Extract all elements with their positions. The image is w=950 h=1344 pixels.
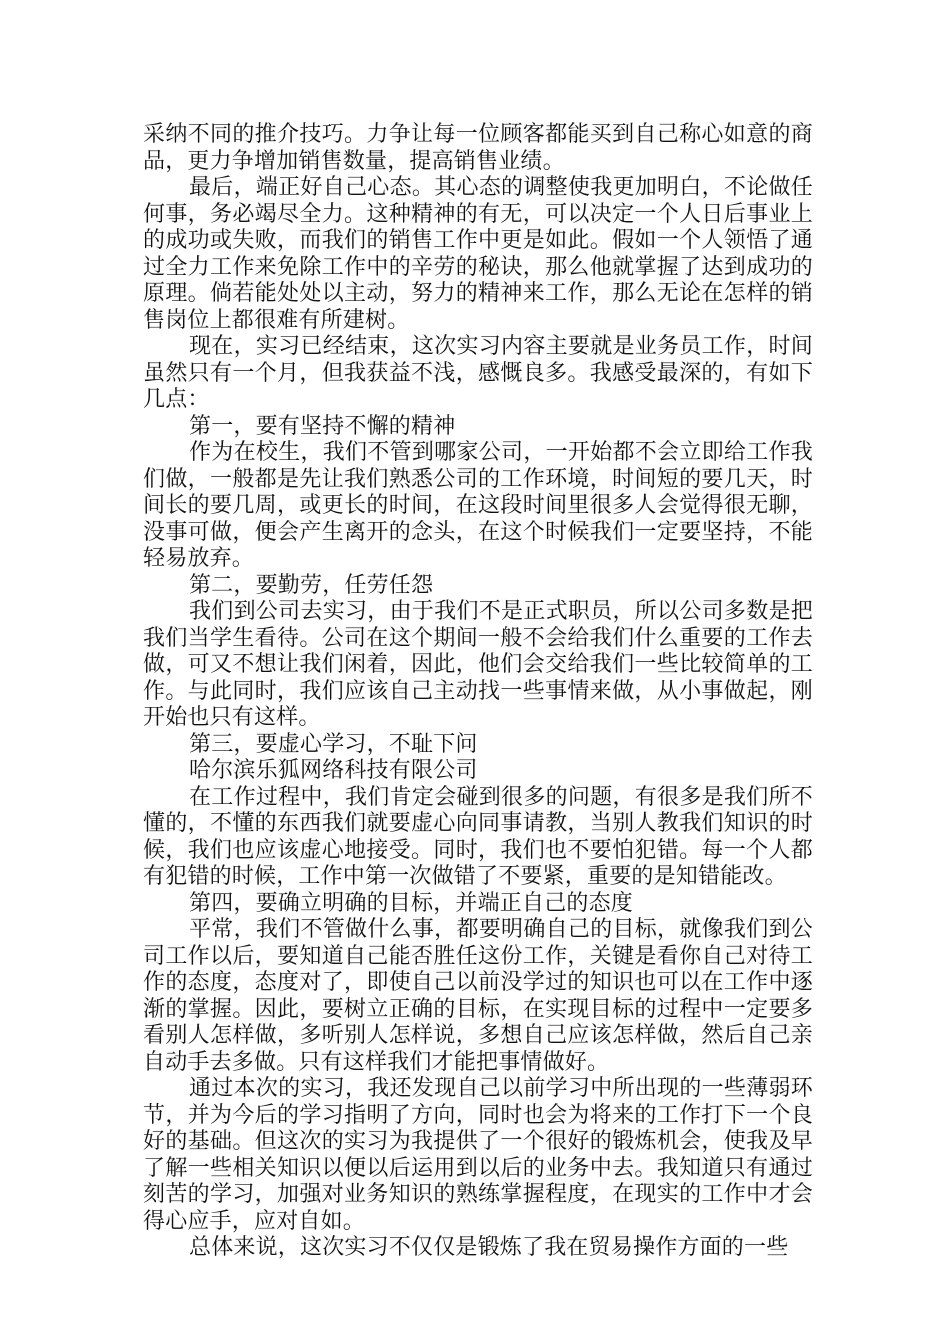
paragraph-14: 总体来说，这次实习不仅仅是锻炼了我在贸易操作方面的一些 [189,1235,789,1260]
paragraph-7: 我们到公司去实习，由于我们不是正式职员，所以公司多数是把我们当学生看待。公司在这个期间一般不会给我们什么重要的工作去做，可又不想让我们闲着，因此，他们会交给我们一些比较简单的工作。与此同时，我们应该自己主动找一些事情来做，从小事做起，刚开始也只有这样。 [143,599,813,730]
heading-point-1: 第一，要有坚持不懈的精神 [189,413,456,439]
document-page [143,122,813,1262]
company-name-line: 哈尔滨乐狐网络科技有限公司 [189,758,478,783]
heading-point-3: 第三，要虚心学习，不耻下问 [189,731,478,757]
paragraph-2: 最后，端正好自己心态。其心态的调整使我更加明白，不论做任何事，务必竭尽全力。这种精神的有无，可以决定一个人日后事业上的成功或失败，而我们的销售工作中更是如此。假如一个人领悟了通过全力工作来免除工作中的辛劳的秘诀，那么他就掌握了达到成功的原理。倘若能处处以主动，努力的精神来工作，那么无论在怎样的销售岗位上都很难有所建树。 [143,175,813,333]
paragraph-12: 平常，我们不管做什么事，都要明确自己的目标，就像我们到公司工作以后，要知道自己能否胜任这份工作，关键是看你自己对待工作的态度，态度对了，即使自己以前没学过的知识也可以在工作中逐渐的掌握。因此，要树立正确的目标，在实现目标的过程中一定要多看别人怎样做，多听别人怎样说，多想自己应该怎样做，然后自己亲自动手去多做。只有这样我们才能把事情做好。 [143,917,813,1075]
paragraph-10: 在工作过程中，我们肯定会碰到很多的问题，有很多是我们所不懂的，不懂的东西我们就要虚心向同事请教，当别人教我们知识的时候，我们也应该虚心地接受。同时，我们也不要怕犯错。每一个人都有犯错的时候，工作中第一次做错了不要紧，重要的是知错能改。 [143,784,813,889]
paragraph-3: 现在，实习已经结束，这次实习内容主要就是业务员工作，时间虽然只有一个月，但我获益不浅，感慨良多。我感受最深的，有如下几点： [143,334,813,412]
paragraph-1: 采纳不同的推介技巧。力争让每一位顾客都能买到自己称心如意的商品，更力争增加销售数量，提高销售业绩。 [143,122,813,174]
paragraph-5: 作为在校生，我们不管到哪家公司，一开始都不会立即给工作我们做，一般都是先让我们熟悉公司的工作环境，时间短的要几天，时间长的要几周，或更长的时间，在这段时间里很多人会觉得很无聊，没事可做，便会产生离开的念头，在这个时候我们一定要坚持，不能轻易放弃。 [143,440,813,571]
paragraph-13: 通过本次的实习，我还发现自己以前学习中所出现的一些薄弱环节，并为今后的学习指明了方向，同时也会为将来的工作打下一个良好的基础。但这次的实习为我提供了一个很好的锻炼机会，使我及早了解一些相关知识以便以后运用到以后的业务中去。我知道只有通过刻苦的学习，加强对业务知识的熟练掌握程度，在现实的工作中才会得心应手，应对自如。 [143,1076,813,1234]
heading-point-4: 第四，要确立明确的目标，并端正自己的态度 [189,890,634,916]
heading-point-2: 第二，要勤劳，任劳任怨 [189,572,434,598]
